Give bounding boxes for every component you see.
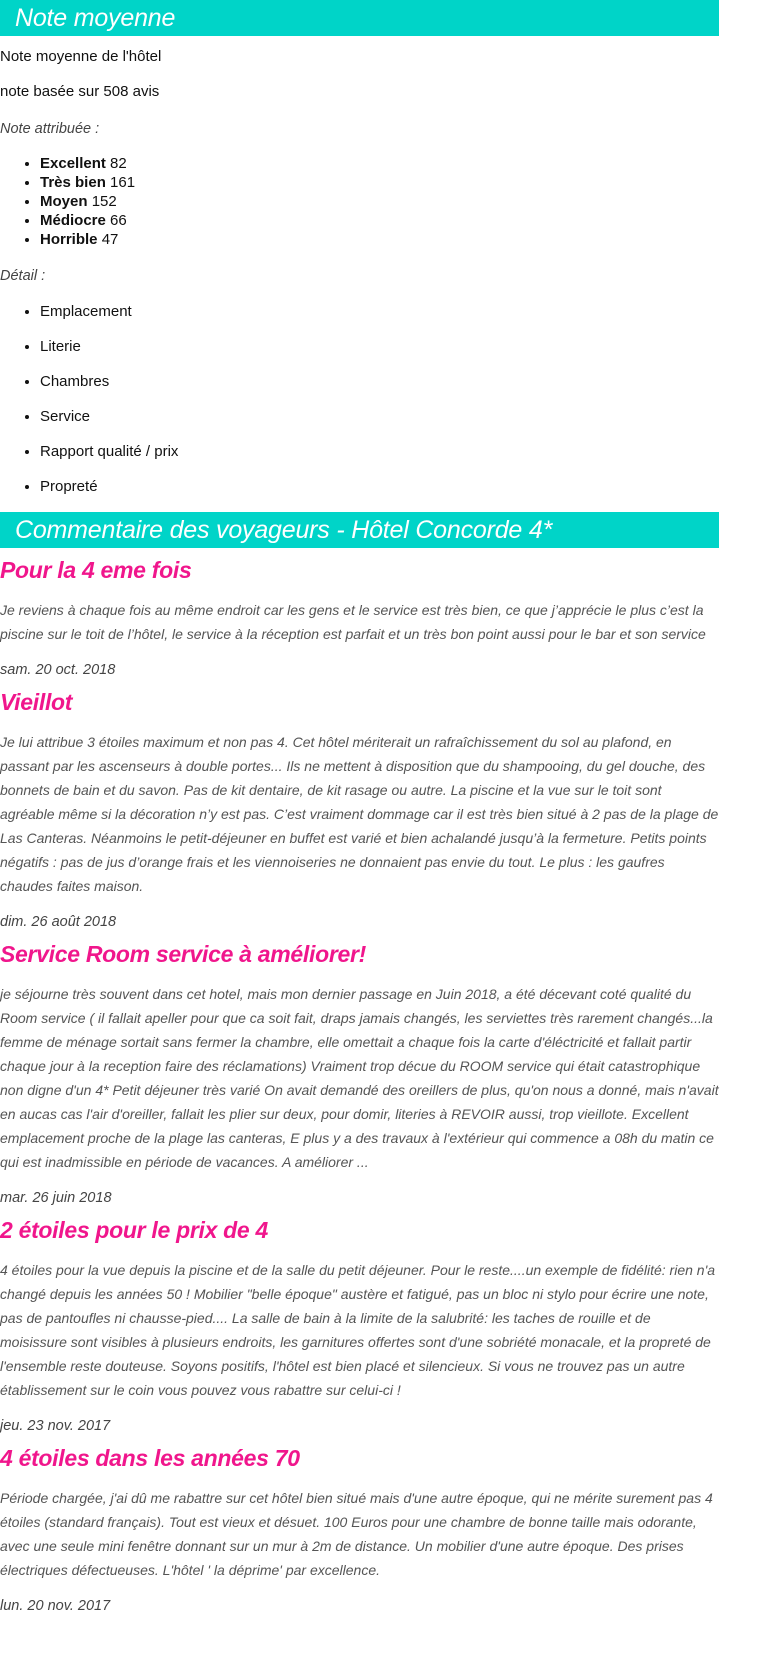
- detail-list: [0, 302, 719, 497]
- rating-item-label: Très bien: [40, 173, 106, 191]
- review-date: jeu. 23 nov. 2017: [0, 1417, 111, 1434]
- rating-item-label: Horrible: [40, 230, 98, 248]
- review-item: [0, 680, 719, 932]
- review-date: sam. 20 oct. 2018: [0, 661, 116, 678]
- rating-item-label: Médiocre: [40, 211, 106, 229]
- attributed-rating-label: Note attribuée :: [0, 121, 100, 137]
- detail-item-emplacement: • Emplacement: [40, 302, 719, 322]
- review-title: Service Room service à améliorer!: [0, 940, 366, 967]
- detail-item-service: • Service: [40, 407, 719, 427]
- review-date: mar. 26 juin 2018: [0, 1189, 112, 1206]
- rating-item-count: 161: [110, 173, 136, 191]
- review-title: Vieillot: [0, 688, 73, 715]
- review-body: je séjourne très souvent dans cet hotel, mais mon dernier passage en Juin 2018, a été décevant coté qualité du Room service ( il fallait apeller pour que ca soit fait, draps jamais changés, les serviettes très rarement changés...la femme de ménage sortait sans fermer la chambre, elle omettait a chaque fois la carte d'éléctricité et fallait partir chaque jour à la reception faire des réclamations) Vraiment trop décue du ROOM service qui était catastrophique non digne d'un 4* Petit déjeuner très varié On avait demandé des oreillers de plus, qu'on nous a donné, mais n'avait en aucas cas l'air d'oreiller, fallait les plier sur deux, pour domir, literies à REVOIR aussi, trop vieillote. Excellent emplacement proche de la plage las canteras, E plus y a des travaux à l'extérieur qui commence a 08h du matin ce qui est inadmissible en période de vacances. A améliorer ...: [0, 985, 719, 1170]
- review-item: [0, 1208, 719, 1436]
- review-item: [0, 932, 719, 1208]
- rating-item-count: 66: [110, 211, 127, 229]
- average-rating-basis: note basée sur 508 avis: [0, 83, 160, 100]
- comments-section-header: Commentaire des voyageurs - Hôtel Concorde 4*: [0, 512, 719, 548]
- rating-item-horrible: [40, 230, 719, 249]
- detail-item-literie: • Literie: [40, 337, 719, 357]
- rating-section-header: Note moyenne: [0, 0, 719, 36]
- rating-breakdown-list: [0, 154, 719, 249]
- review-title: 4 étoiles dans les années 70: [0, 1444, 300, 1471]
- rating-item-mediocre: [40, 211, 719, 230]
- rating-item-count: 47: [101, 230, 119, 248]
- review-title: Pour la 4 eme fois: [0, 556, 192, 583]
- review-date: dim. 26 août 2018: [0, 913, 117, 930]
- review-body: Je lui attribue 3 étoiles maximum et non pas 4. Cet hôtel mériterait un rafraîchissement du sol au plafond, en passant par les ascenseurs à double portes... Ils ne mettent à disposition que du shampooing, du gel douche, des bonnets de bain et du savon. Pas de kit dentaire, de kit rasage ou autre. La piscine et la vue sur le toit sont agréable même si la décoration n’y est pas. C’est vraiment dommage car il est très bien situé à 2 pas de la plage de Las Canteras. Néanmoins le petit-déjeuner en buffet est varié et bien achalandé jusqu’à la fermeture. Petits points négatifs : pas de jus d’orange frais et les viennoiseries ne donnaient pas envie du tout. Le plus : les gaufres chaudes faites maison.: [0, 733, 719, 894]
- review-body: Période chargée, j'ai dû me rabattre sur cet hôtel bien situé mais d'une autre époque, qui ne mérite surement pas 4 étoiles (standard français). Tout est vieux et désuet. 100 Euros pour une chambre de bonne taille mais odorante, avec une seule mini fenêtre donnant sur un mur à 2m de distance. Un mobilier d'une autre époque. Des prises électriques défectueuses. L'hôtel ' la déprime' par excellence.: [0, 1489, 713, 1578]
- review-body: 4 étoiles pour la vue depuis la piscine et de la salle du petit déjeuner. Pour le reste....un exemple de fidélité: rien n'a changé depuis les années 50 ! Mobilier "belle époque" austère et fatigué, pas un bloc ni stylo pour écrire une note, pas de pantoufles ni chausse-pied.... La salle de bain à la limite de la salubrité: les taches de rouille et de moisissure sont visibles à plusieurs endroits, les garnitures offertes sont d'une sobriété monacale, et la propreté de l'ensemble reste douteuse. Soyons positifs, l'hôtel est bien placé et silencieux. Si vous ne trouvez pas un autre établissement sur le coin vous pouvez vous rabattre sur celui-ci !: [0, 1261, 716, 1398]
- detail-item-chambres: • Chambres: [40, 372, 719, 392]
- rating-item-count: 152: [91, 192, 117, 210]
- rating-item-label: Excellent: [40, 154, 106, 172]
- review-date: lun. 20 nov. 2017: [0, 1597, 111, 1614]
- rating-item-label: Moyen: [40, 192, 88, 210]
- detail-label: Détail :: [0, 267, 46, 284]
- review-body: Je reviens à chaque fois au même endroit car les gens et le service est très bien, ce que j’apprécie le plus c’est la piscine sur le toit de l’hôtel, le service à la réception est parfait et un très bon point aussi pour le bar et son service: [0, 601, 706, 642]
- rating-item-moyen: [40, 192, 719, 211]
- detail-item-rapport-qualite-prix: • Rapport qualité / prix: [40, 442, 719, 462]
- review-title: 2 étoiles pour le prix de 4: [0, 1216, 268, 1243]
- average-rating-title: Note moyenne de l'hôtel: [0, 48, 162, 65]
- rating-item-tres-bien: [40, 173, 719, 192]
- rating-item-count: 82: [110, 154, 127, 172]
- detail-item-proprete: • Propreté: [40, 477, 719, 497]
- review-item: [0, 548, 719, 680]
- review-item: [0, 1436, 719, 1616]
- rating-item-excellent: [40, 154, 719, 173]
